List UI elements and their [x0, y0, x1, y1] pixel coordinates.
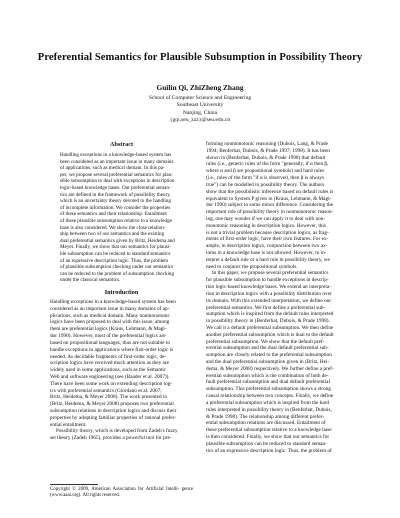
right-line: plausible subsumption can be reduced to standard seman-	[206, 440, 327, 447]
paper-title: Preferential Semantics for Plausible Subsumption in Possibility Theory	[37, 52, 363, 63]
intro-line: scription logics have received much attention as they are	[50, 360, 169, 367]
abstract-line: of an expressive description logic. Thus, the problem	[60, 257, 169, 264]
abstract-line: dual preferential semantics given by Britz, Heidema and	[60, 237, 175, 244]
intro-line: subsumption relations in description logics and discuss their	[50, 408, 177, 414]
right-line: true") can be modelled in possibility theory. The authors	[206, 181, 325, 188]
intro-line: plications, such as medical domain. Many nonmonotonic	[50, 312, 170, 319]
right-line: for plausible subsumption to handle exceptions in descrip-	[206, 277, 329, 284]
right-line: tics of an expressive description logic. Thus, the problem of	[206, 447, 332, 454]
right-line: causal relationship between two concepts. Finally, we define	[206, 393, 334, 400]
abstract-body	[60, 152, 184, 284]
intro-line: Handling exceptions in a knowledge-based system has been	[50, 299, 176, 305]
right-line: tion logic-based knowledge bases. We extend an interpreta-	[206, 284, 331, 291]
right-line: and the dual preferential subsumption given in (Britz, Hei-	[206, 359, 330, 365]
footnote-rule	[50, 484, 98, 485]
author-list: Guilin Qi, ZhiZheng Zhang	[156, 83, 244, 92]
right-line: In this paper, we propose several preferential semantics	[212, 270, 329, 277]
abstract-line: been considered as an important issue in many domains	[60, 158, 174, 165]
right-line: terpret a default rule or a hard rule in possibility theory, we	[206, 256, 330, 263]
copyright-notice: Copyright © 2009, American Association for Artificial Intelli- gence (www.aaai.org). All rights reserved.	[50, 487, 193, 499]
affiliation-email: {gqi,seu_zzz}@seu.edu.cn	[169, 117, 231, 124]
right-line: is then considered. Finally, we show that our semantics for	[206, 433, 330, 440]
intro-line: There have been some work on extending description log-	[50, 380, 173, 387]
affiliation-block	[0, 95, 400, 125]
right-line: in possibility theory in (Benferhat, Dubois, & Prade 1998).	[206, 318, 330, 325]
right-line: equivalent to System P given in (Kraus, Lehmann, & Magi-	[206, 195, 332, 202]
intro-line: handle exceptions in applications where first-order logic is	[50, 346, 174, 353]
right-line: rules (i.e., generic rules of the form "generally, if α then β,	[206, 161, 329, 168]
right-line: subsumption. This preferential subsumption shows a strong	[206, 386, 331, 393]
right-line: sumption which is inspired from the default rules interpreted	[206, 311, 334, 318]
abstract-line: tics are defined in the framework of possibility theory,	[60, 191, 171, 198]
right-line: dor 1990) subject to some minor difference. Considering the	[206, 202, 333, 209]
intro-line: set theory (Zadeh 1965), provides a powerful tool for pre-	[50, 435, 172, 442]
abstract-line: can be reduced to the problem of subsumption checking	[60, 270, 175, 277]
affiliation-city: Nanjing, China	[182, 109, 218, 116]
right-line: dema, & Meyer 2008) respectively. We further define a pref-	[206, 365, 334, 372]
abstract-line: of these semantics and their relationship. Entailment	[60, 211, 167, 218]
abstract-line: Handling exceptions in a knowledge-based system has	[60, 152, 172, 158]
right-line: another preferential subsumption which is dual to the default	[206, 331, 334, 338]
right-line: tion in description logics with a possibility distribution over	[206, 290, 332, 297]
abstract-line: of these plausible subsumption relative to a knowledge	[60, 217, 172, 224]
affiliation-school: School of Computer Science and Engineering	[148, 95, 252, 101]
abstract-line: of applications, such as medical domain. In this pa-	[60, 165, 165, 172]
abstract-heading: Abstract	[109, 141, 134, 148]
intro-line: ics with preferential semantics (Giordano et al. 2007;	[50, 387, 162, 394]
abstract-line: per, we propose several preferential semantics for plau-	[60, 171, 173, 178]
right-line: 1994; Benferhat, Dubois, & Prade 1997; 1998). It has been	[206, 147, 330, 154]
intro-line: logics have been proposed to deal with this issue, among	[50, 319, 170, 326]
abstract-line: which is an uncertainty theory devoted to the handling	[60, 198, 171, 205]
right-line: erential subsumption which is the combination of both de-	[206, 372, 329, 379]
right-line: preferential semantics. We first define a preferential sub-	[206, 304, 326, 311]
abstract-line: logic-based knowledge bases. Our preferential seman-	[60, 184, 171, 191]
right-line: & Prade 1998). The relationship among different prefer-	[206, 413, 325, 420]
right-line: its domain. With this extended interpretation, we define our	[206, 297, 332, 304]
affiliation-university: Southeast University	[176, 102, 224, 109]
intro-line: needed. As decidable fragments of first-order logic, de-	[50, 353, 167, 360]
right-line: ments of first-order logic, have their own features. For ex-	[206, 236, 329, 243]
intro-line: properties by adopting familiar properties of rational prefer-	[50, 414, 176, 421]
right-line: shown in (Benferhat, Dubois, & Prade 1998) that default	[206, 154, 326, 161]
right-line: forming nonmonotonic reasoning (Dubois, Lang, & Prade	[206, 141, 328, 147]
introduction-body	[50, 299, 193, 442]
intro-line: ential entailment.	[50, 421, 87, 428]
abstract-line: ble subsumption can be reduced to standard semantics	[60, 250, 171, 257]
abstract-line: Meyer. Finally, we show that our semantics for plausi-	[60, 244, 171, 251]
abstract-line: ship between two of our semantics and the existing	[60, 231, 165, 238]
right-line: important role of possibility theory in nonmonotonic reason-	[206, 209, 334, 216]
intro-line: widely used in some applications, such as the Semantic	[50, 367, 167, 374]
abstract-line: of incomplete information. We consider the properties	[60, 204, 171, 211]
right-line: these preferential subsumption relative to a knowledge base	[206, 427, 332, 434]
intro-line: based on propositional languages, thus are not suitable to	[50, 339, 170, 346]
intro-line: Possibility theory, which is developed from Zadeh's fuzzy	[56, 428, 178, 435]
right-line: We call it a default preferential subsumption. We then define	[206, 324, 334, 331]
right-line: rules interpreted in possibility theory in (Benferhat, Dubois,	[206, 406, 332, 413]
right-line: monotonic reasoning in description logics. However, this	[206, 222, 326, 229]
abstract-line: of plausible subsumption checking under our semantics	[60, 264, 174, 271]
right-line: (i.e., rules of the form "if α is observed, then β is always	[206, 175, 325, 182]
abstract-line: base is also considered. We show the close relation-	[60, 224, 166, 231]
intro-line: them are preferential logics (Kraus, Lehmann, & Magi-	[50, 326, 167, 333]
intro-line: (Britz, Heidema, & Meyer 2008) proposes two preferential	[50, 401, 174, 408]
right-line: a preferential subsumption which is inspired from the hard	[206, 399, 330, 406]
right-line: where α and β are propositional symbols) and hard rules	[206, 168, 325, 175]
right-line: ioms in a knowledge base is not allowed. However, to in-	[206, 250, 327, 256]
intro-line: Britz, Heidema, & Meyer 2008). The work presented in	[50, 394, 167, 401]
right-line: ential subsumption relations are discussed. Entailment of	[206, 420, 326, 427]
introduction-heading: Introduction	[104, 289, 139, 296]
abstract-line: under the classical semantics.	[60, 277, 121, 284]
intro-line: dor 1990). However, most of the preferential logics are	[50, 333, 166, 340]
right-line: sumption are closely related to the preferential subsumption	[206, 352, 332, 359]
right-line: ample, in description logics, conjunction between two ax-	[206, 243, 328, 250]
right-line: preferential subsumption. We show that the default pref-	[206, 338, 325, 345]
right-line: ing, one may wonder if we can apply it to deal with non-	[206, 215, 326, 222]
right-line: is not a trivial problem because description logics, as frag-	[206, 229, 329, 236]
right-column-body	[206, 141, 349, 454]
intro-line: considered as an important issue in many domains of ap-	[50, 305, 170, 312]
right-line: show that the possibilistic inference based on default rules is	[206, 188, 334, 195]
right-line: fault preferential subsumption and dual default preferential	[206, 379, 330, 386]
abstract-line: sible subsumption to deal with exceptions in description	[60, 178, 175, 185]
intro-line: Web and software engineering (see (Baader et al. 2007)).	[50, 373, 170, 380]
right-line: need to conjunct the propositional symbols.	[206, 263, 298, 270]
right-line: erential subsumption and the dual default preferential sub-	[206, 345, 329, 352]
